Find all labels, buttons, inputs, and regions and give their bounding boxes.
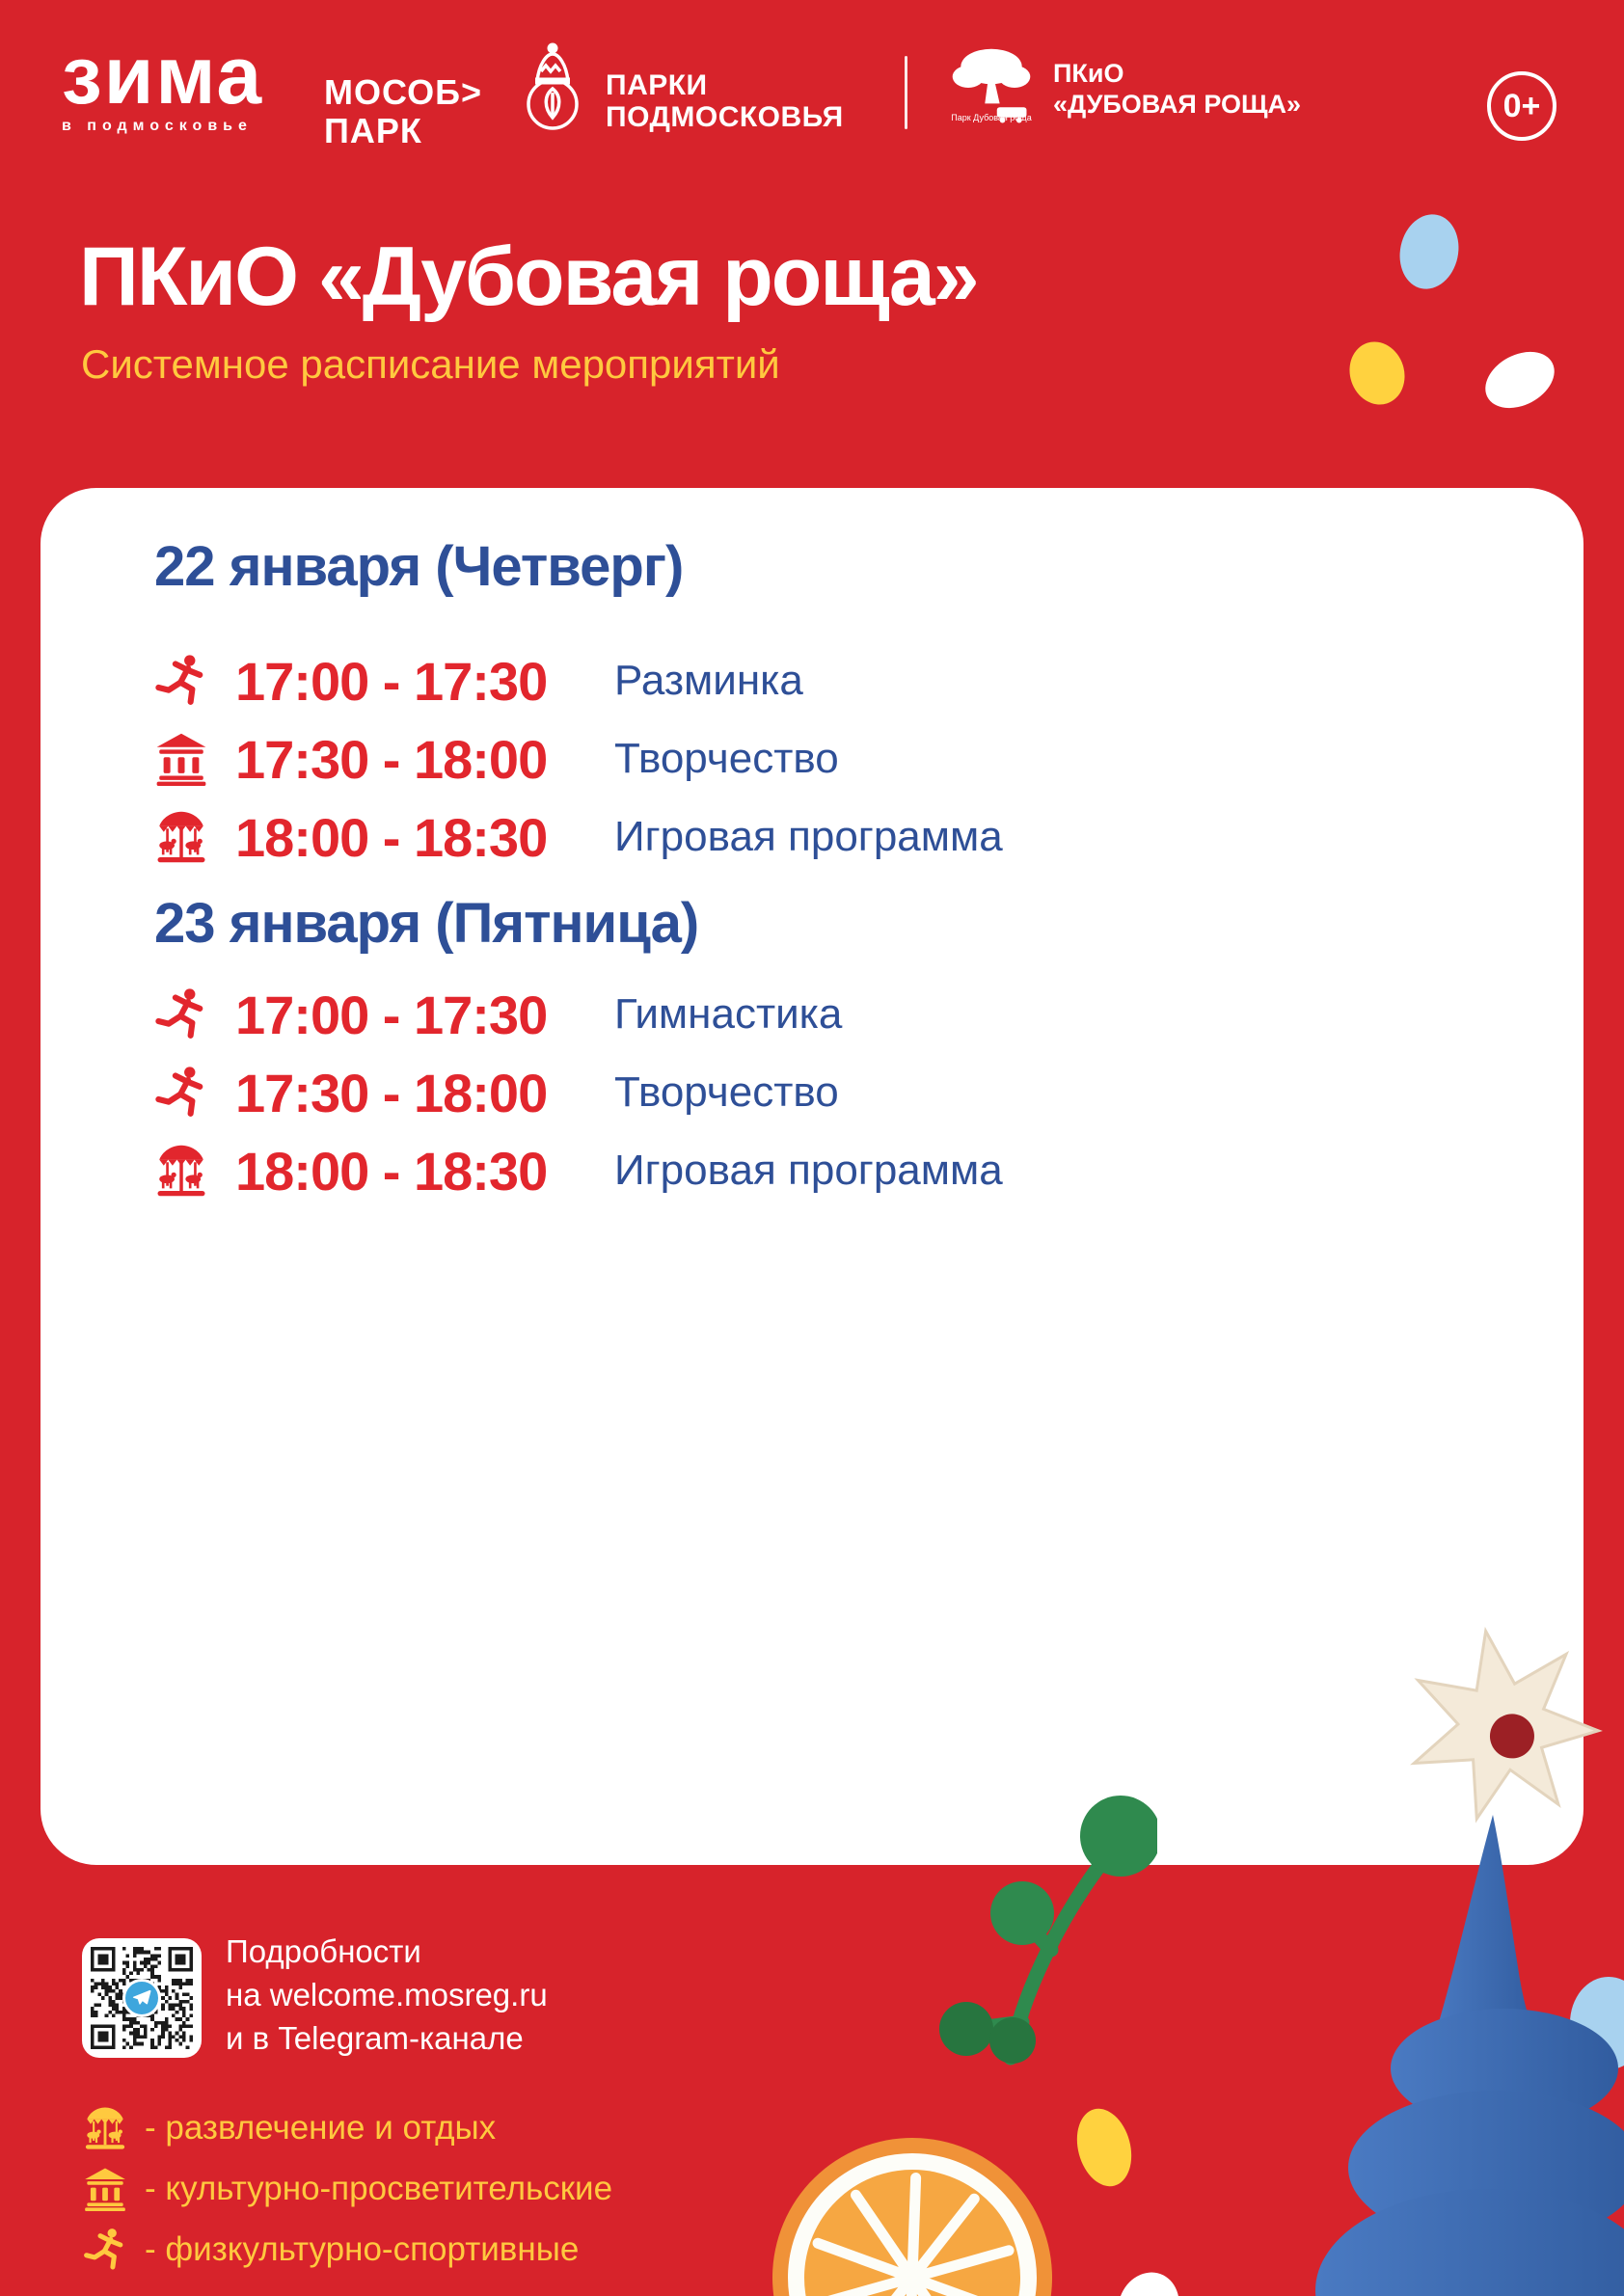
orange-slice-decoration bbox=[768, 2133, 1057, 2296]
running-icon bbox=[154, 650, 208, 712]
running-icon bbox=[154, 1062, 208, 1123]
legend-label: - культурно-просветительские bbox=[145, 2170, 613, 2207]
event-time: 18:00 - 18:30 bbox=[235, 1140, 548, 1202]
telegram-icon bbox=[122, 1979, 161, 2017]
running-icon bbox=[154, 984, 208, 1045]
event-row bbox=[154, 1130, 1003, 1211]
event-row bbox=[154, 1052, 839, 1133]
event-row bbox=[154, 718, 839, 799]
carousel-icon bbox=[154, 806, 208, 868]
zima-logo-title: зима bbox=[62, 30, 264, 121]
age-rating-badge: 0+ bbox=[1487, 71, 1556, 141]
confetti-white-dot bbox=[1109, 2264, 1189, 2296]
zima-logo bbox=[62, 30, 264, 135]
event-row bbox=[154, 974, 842, 1055]
event-activity: Творчество bbox=[614, 1068, 839, 1116]
details-line1: Подробности bbox=[226, 1933, 421, 1969]
event-activity: Разминка bbox=[614, 657, 803, 704]
event-time: 17:00 - 17:30 bbox=[235, 984, 548, 1045]
event-activity: Творчество bbox=[614, 735, 839, 782]
event-activity: Гимнастика bbox=[614, 990, 843, 1038]
running-icon bbox=[83, 2226, 127, 2274]
legend bbox=[83, 2104, 612, 2286]
page-title: ПКиО «Дубовая роща» bbox=[79, 230, 978, 323]
mosobpark-line2: ПАРК bbox=[324, 111, 422, 151]
dubovaya-roscha-caption: Парк Дубовая роща bbox=[951, 113, 1032, 122]
details-line2: на welcome.mosreg.ru bbox=[226, 1976, 548, 2012]
museum-icon bbox=[154, 728, 208, 790]
leaf-hat-icon bbox=[513, 39, 592, 135]
details-line3: и в Telegram-канале bbox=[226, 2019, 524, 2056]
event-time: 17:30 - 18:00 bbox=[235, 1062, 548, 1123]
page-subtitle: Системное расписание мероприятий bbox=[81, 341, 780, 387]
legend-label: - физкультурно-спортивные bbox=[145, 2230, 580, 2268]
confetti-yellow-dot bbox=[1069, 2102, 1139, 2192]
legend-item bbox=[83, 2165, 612, 2213]
event-time: 17:00 - 17:30 bbox=[235, 650, 548, 712]
dubovaya-roscha-text: ПКиО «ДУБОВАЯ РОЩА» bbox=[1053, 58, 1302, 119]
day-2-date: 23 января (Пятница) bbox=[154, 892, 699, 955]
confetti-yellow-dot bbox=[1341, 335, 1413, 412]
green-branch-decoration bbox=[907, 1776, 1157, 2066]
carousel-icon bbox=[154, 1140, 208, 1202]
confetti-blue-dot bbox=[1394, 209, 1466, 295]
event-row bbox=[154, 640, 803, 721]
details-text bbox=[226, 1931, 548, 2061]
parki-podmoskovya-text: ПАРКИ ПОДМОСКОВЬЯ bbox=[606, 69, 844, 133]
event-time: 18:00 - 18:30 bbox=[235, 806, 548, 868]
header-divider bbox=[905, 56, 907, 129]
event-time: 17:30 - 18:00 bbox=[235, 728, 548, 790]
zima-logo-subtitle: в подмосковье bbox=[62, 117, 253, 134]
legend-label: - развлечение и отдых bbox=[145, 2109, 497, 2147]
mosobpark-line1: МОСОБ> bbox=[324, 72, 482, 112]
museum-icon bbox=[83, 2165, 127, 2213]
parki-podmoskovya-logo bbox=[513, 39, 844, 135]
blue-christmas-tree-decoration bbox=[1273, 1543, 1624, 2296]
day-1-date: 22 января (Четверг) bbox=[154, 535, 684, 598]
legend-item bbox=[83, 2104, 612, 2152]
event-activity: Игровая программа bbox=[614, 1147, 1003, 1194]
event-activity: Игровая программа bbox=[614, 813, 1003, 860]
mosobpark-logo bbox=[324, 73, 482, 151]
legend-item bbox=[83, 2226, 612, 2274]
event-row bbox=[154, 797, 1003, 878]
carousel-icon bbox=[83, 2104, 127, 2152]
confetti-white-dot bbox=[1475, 340, 1564, 419]
